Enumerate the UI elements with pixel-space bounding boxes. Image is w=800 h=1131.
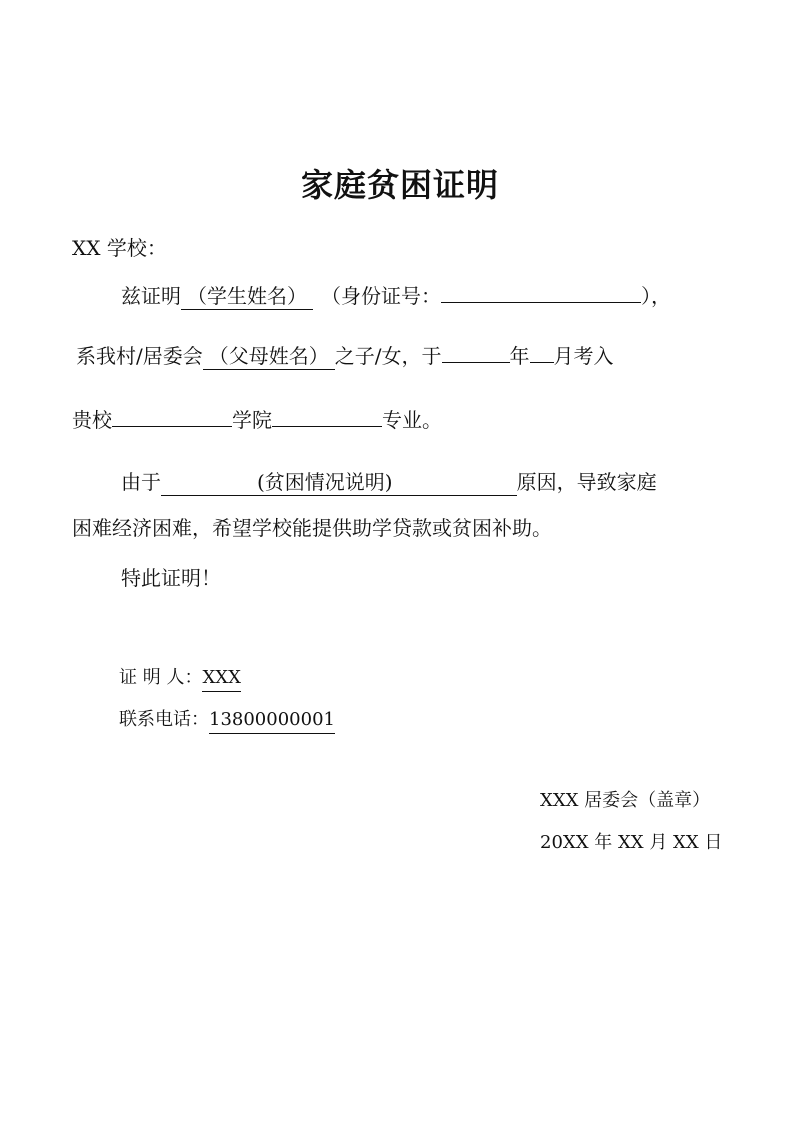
parent-name-field[interactable]: （父母姓名） [203, 343, 335, 370]
major-label: 专业。 [382, 408, 442, 432]
para2-prefix: 由于 [121, 470, 161, 494]
phone-label: 联系电话： [119, 709, 209, 730]
para1-line2 [76, 341, 614, 371]
id-number-blank[interactable] [441, 282, 641, 303]
page-title: 家庭贫困证明 [300, 166, 499, 204]
certifier-row [119, 663, 241, 693]
salutation: XX 学校： [72, 236, 167, 260]
month-label: 月考入 [553, 344, 614, 368]
certifier-label: 证 明 人： [119, 667, 203, 688]
child-text: 之子/女，于 [334, 344, 442, 368]
para2-line1 [121, 467, 657, 497]
para1-prefix: 兹证明 [121, 284, 181, 308]
month-blank[interactable] [530, 342, 554, 363]
college-label: 学院 [232, 408, 272, 432]
phone-number[interactable]: 13800000001 [209, 707, 335, 734]
phone-row [119, 705, 335, 735]
para1-line3 [72, 405, 442, 435]
college-blank[interactable] [272, 406, 382, 427]
year-label: 年 [509, 344, 530, 368]
student-name-field[interactable]: （学生姓名） [181, 283, 313, 310]
line2-prefix: 系我村/居委会 [76, 344, 203, 368]
para1-line1 [121, 281, 671, 311]
id-end: ）， [641, 284, 671, 308]
closing: 特此证明！ [121, 566, 221, 590]
year-blank[interactable] [442, 342, 510, 363]
para2-suffix: 原因，导致家庭 [516, 470, 657, 494]
reason-field[interactable]: (贫困情况说明) [161, 469, 517, 496]
id-label: （身份证号： [321, 284, 441, 308]
seal-line: XXX 居委会（盖章） [540, 790, 711, 811]
certifier-name[interactable]: XXX [202, 665, 240, 692]
school-blank[interactable] [112, 406, 232, 427]
school-label: 贵校 [72, 408, 112, 432]
para2-line2: 困难经济困难，希望学校能提供助学贷款或贫困补助。 [72, 516, 552, 540]
date-line: 20XX 年 XX 月 XX 日 [540, 832, 723, 853]
